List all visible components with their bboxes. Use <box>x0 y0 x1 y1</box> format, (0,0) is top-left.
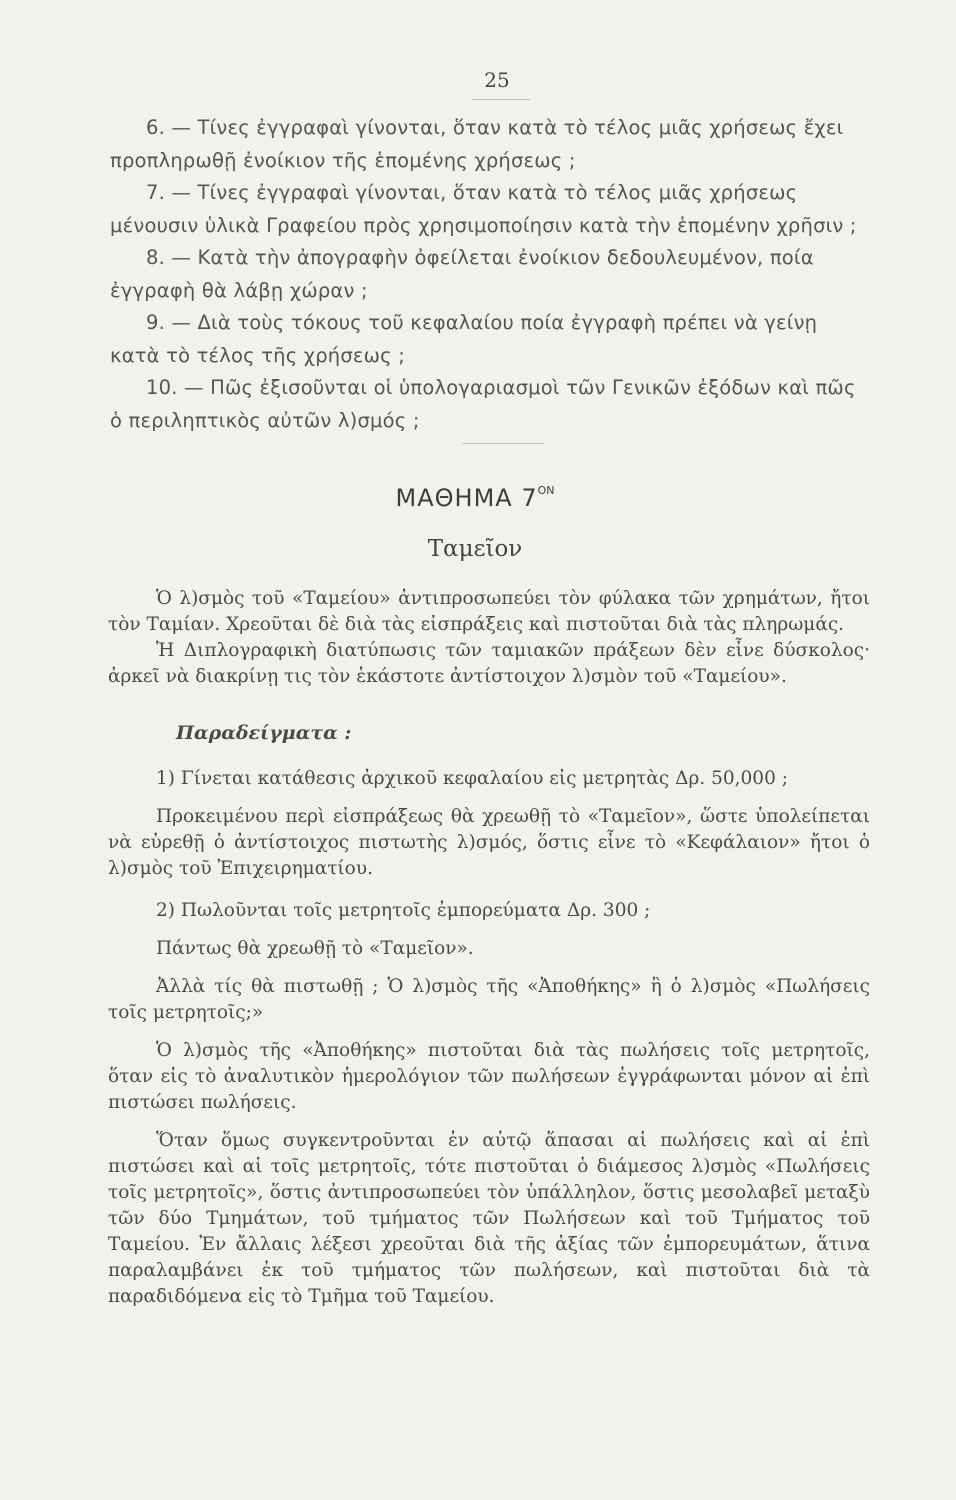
sales-paragraph: Ὅταν ὅμως συγκεντροῦνται ἐν αὐτῷ ἅπασαι αἱ πωλήσεις καὶ αἱ ἐπὶ πιστώσει καὶ αἱ τοῖς μετρητοῖς, τότε πιστοῦται ὁ διάμεσος λ)σμὸς «Πωλήσεις τοῖς μετρητοῖς», ὅστις ἀντιπροσωπεύει τὸν ὑπάλληλον, ὅστις μεσολαβεῖ μεταξὺ τῶν δύο Τμημάτων, τοῦ τμήματος τῶν Πωλήσεων καὶ τοῦ Τμήματος τοῦ Ταμείου. Ἐν ἄλλαις λέξεσι χρεοῦται διὰ τῆς ἀξίας τῶν ἐμπορευμάτων, ἅτινα παραλαμβάνει ἐκ τοῦ τμήματος τῶν πωλήσεων, καὶ πιστοῦται διὰ τὰ παραδιδόμενα εἰς τὸ Τμῆμα τοῦ Ταμείου. <box>108 1130 870 1307</box>
page-number: 25 <box>484 68 510 92</box>
lesson-title <box>360 484 590 512</box>
example-1-statement: 1) Γίνεται κατάθεσις ἀρχικοῦ κεφαλαίου εἰς μετρητὰς Δρ. 50,000 ; <box>156 768 788 789</box>
example-1-explanation: Προκειμένου περὶ εἰσπράξεως θὰ χρεωθῇ τὸ «Ταμεῖον», ὥστε ὑπολείπεται νὰ εὑρεθῇ ὁ ἀντίστοιχος πιστωτὴς λ)σμός, ὅστις εἶνε τὸ «Κεφάλαιον» ἤτοι ὁ λ)σμὸς τοῦ Ἐπιχειρηματίου. <box>108 806 870 879</box>
section-divider <box>462 443 544 444</box>
page-number-rule <box>472 99 530 100</box>
intro-paragraph: Ἡ Διπλογραφικὴ διατύπωσις τῶν ταμιακῶν πράξεων δὲν εἶνε δύσκολος· ἀρκεῖ νὰ διακρίνῃ τις τὸν ἑκάστοτε ἀντίστοιχον λ)σμὸν τοῦ «Ταμείου». <box>108 640 870 687</box>
lesson-title-superscript: ΟΝ <box>537 484 555 497</box>
example-2-question: Ἀλλὰ τίς θὰ πιστωθῇ ; Ὁ λ)σμὸς τῆς «Ἀποθήκης» ἢ ὁ λ)σμὸς «Πωλήσεις τοῖς μετρητοῖς;» <box>108 976 870 1023</box>
question-item: 8. — Κατὰ τὴν ἀπογραφὴν ὀφείλεται ἐνοίκιον δεδουλευμένον, ποία ἐγγραφὴ θὰ λάβῃ χώραν ; <box>110 246 814 302</box>
example-2-statement: 2) Πωλοῦνται τοῖς μετρητοῖς ἐμπορεύματα Δρ. 300 ; <box>156 900 651 921</box>
warehouse-paragraph: Ὁ λ)σμὸς τῆς «Ἀποθήκης» πιστοῦται διὰ τὰς πωλήσεις τοῖς μετρητοῖς, ὅταν εἰς τὸ ἀναλυτικὸν ἡμερολόγιον τῶν πωλήσεων ἐγγράφωνται μόνον αἱ ἐπὶ πιστώσει πωλήσεις. <box>108 1040 870 1113</box>
example-2-explanation: Πάντως θὰ χρεωθῇ τὸ «Ταμεῖον». <box>156 938 474 959</box>
intro-paragraph: Ὁ λ)σμὸς τοῦ «Ταμείου» ἀντιπροσωπεύει τὸν φύλακα τῶν χρημάτων, ἤτοι τὸν Ταμίαν. Χρεοῦται δὲ διὰ τὰς εἰσπράξεις καὶ πιστοῦται διὰ τὰς πληρωμάς. <box>108 588 870 635</box>
review-questions <box>110 112 870 437</box>
lesson-body <box>108 586 870 1310</box>
lesson-title-text: ΜΑΘΗΜΑ 7 <box>395 484 538 512</box>
section-title: Ταμεῖον <box>427 536 523 562</box>
question-item: 9. — Διὰ τοὺς τόκους τοῦ κεφαλαίου ποία ἐγγραφὴ πρέπει νὰ γείνῃ κατὰ τὸ τέλος τῆς χρήσεως ; <box>110 311 818 367</box>
question-item: 10. — Πῶς ἐξισοῦνται οἱ ὑπολογαριασμοὶ τῶν Γενικῶν ἐξόδων καὶ πῶς ὁ περιληπτικὸς αὐτῶν λ)σμός ; <box>110 376 856 432</box>
question-item: 7. — Τίνες ἐγγραφαὶ γίνονται, ὅταν κατὰ τὸ τέλος μιᾶς χρήσεως μένουσιν ὑλικὰ Γραφείου πρὸς χρησιμοποίησιν κατὰ τὴν ἑπομένην χρῆσιν ; <box>110 181 857 237</box>
question-item: 6. — Τίνες ἐγγραφαὶ γίνονται, ὅταν κατὰ τὸ τέλος μιᾶς χρήσεως ἔχει προπληρωθῇ ἐνοίκιον τῆς ἑπομένης χρήσεως ; <box>110 116 844 172</box>
examples-heading: Παραδείγματα : <box>176 722 352 744</box>
